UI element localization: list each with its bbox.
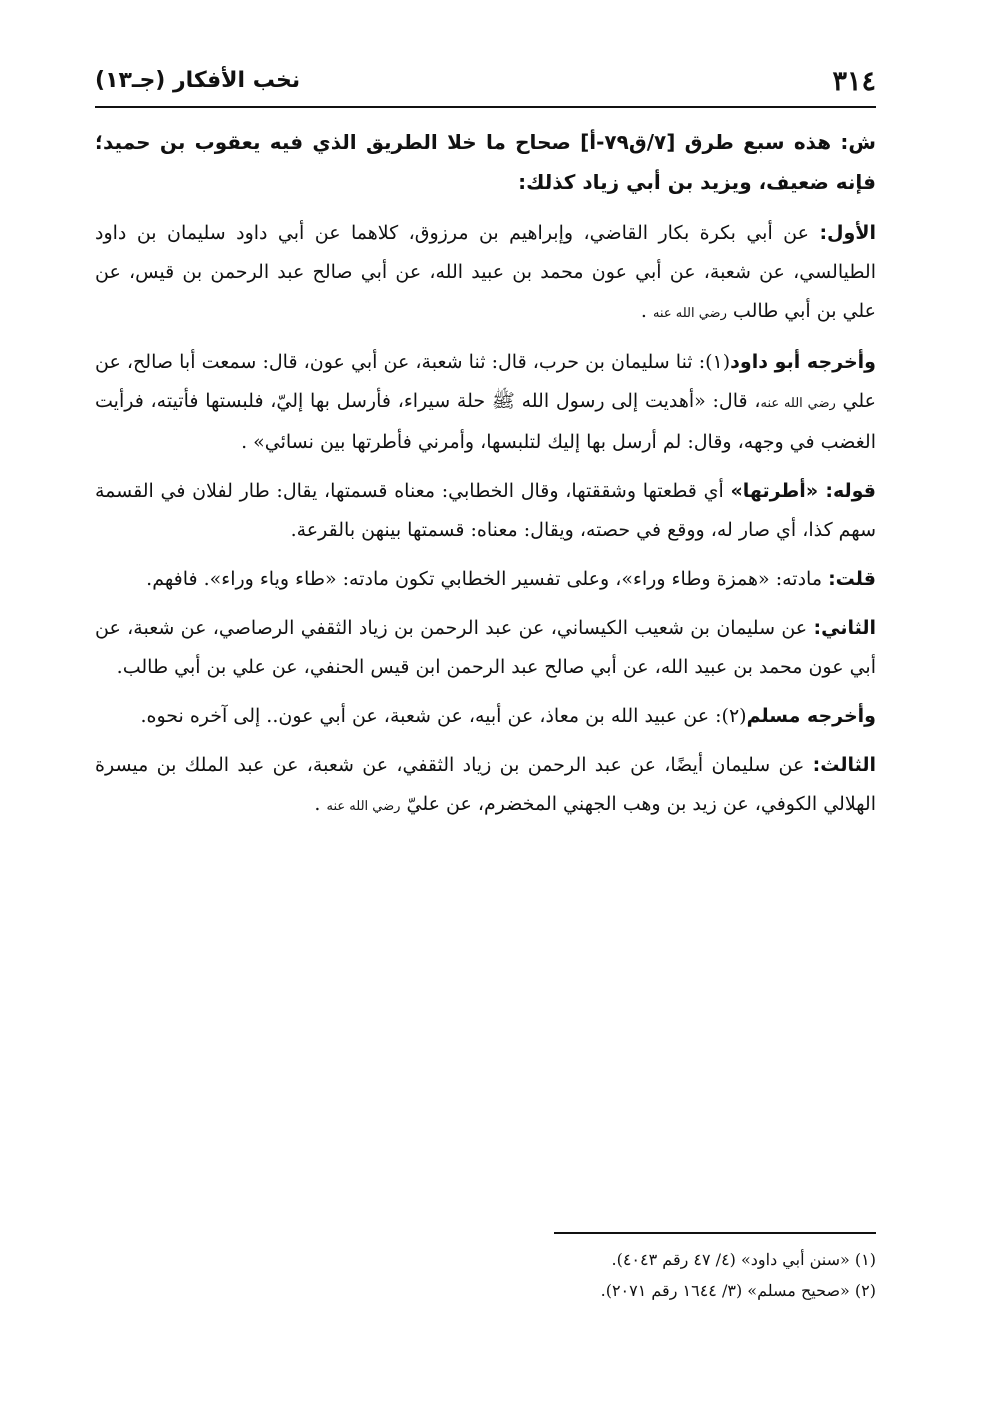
honorific-mark: رضي الله عنه <box>760 396 836 411</box>
paragraph-third-route <box>95 746 876 826</box>
paragraph-text: عن سليمان أيضًا، عن عبد الرحمن بن زياد الثقفي، عن شعبة، عن عبد الملك بن ميسرة الهلالي الكوفي، عن زيد بن وهب الجهني المخضرم، عن عليّ <box>95 754 876 815</box>
paragraph-text: عن أبي بكرة بكار القاضي، وإبراهيم بن مرزوق، كلاهما عن أبي داود سليمان بن داود الطيالسي، عن شعبة، عن أبي عون محمد بن عبيد الله، عن أبي صالح عبد الرحمن بن قيس، عن علي بن أبي طالب <box>95 222 876 322</box>
page-number: ٣١٤ <box>832 66 876 97</box>
paragraph-lead: وأخرجه أبو داود <box>730 351 876 373</box>
paragraph-lead: قلت: <box>828 568 876 590</box>
paragraph-lead: وأخرجه مسلم <box>746 705 876 727</box>
paragraph-tail: . <box>314 793 327 815</box>
paragraph-text: (١): ثنا سليمان بن حرب، قال: ثنا شعبة، عن أبي عون، قال: سمعت أبا صالح، عن علي <box>95 351 876 412</box>
page-header <box>95 62 876 108</box>
paragraph-first-route <box>95 214 876 333</box>
paragraph-second-route <box>95 609 876 687</box>
paragraph-text: عن سليمان بن شعيب الكيساني، عن عبد الرحمن بن زياد الثقفي الرصاصي، عن شعبة، عن أبي عون محمد بن عبيد الله، عن أبي صالح عبد الرحمن ابن قيس الحنفي، عن علي بن أبي طالب. <box>95 617 876 678</box>
paragraph-text: (٢): عن عبيد الله بن معاذ، عن أبيه، عن شعبة، عن أبي عون.. إلى آخره نحوه. <box>140 705 747 727</box>
honorific-mark: رضي الله عنه <box>326 799 401 814</box>
paragraph-note <box>95 560 876 599</box>
page-body <box>95 122 876 836</box>
running-title: نخب الأفكار (جـ١٣) <box>95 68 301 93</box>
honorific-mark: رضي الله عنه <box>652 306 727 321</box>
paragraph-text: أي قطعتها وشققتها، وقال الخطابي: معناه قسمتها، يقال: طار لفلان في القسمة سهم كذا، أي صار له، ووقع في حصته، ويقال: معناه: قسمتها بينهن بالقرعة. <box>95 480 876 541</box>
footnote-1: (١) «سنن أبي داود» (٤/ ٤٧ رقم ٤٠٤٣). <box>611 1250 876 1269</box>
paragraph-lead: الأول: <box>819 222 876 244</box>
opening-paragraph: ش: هذه سبع طرق [٧/ق٧٩-أ] صحاح ما خلا الطريق الذي فيه يعقوب بن حميد؛ فإنه ضعيف، ويزيد بن أبي زياد كذلك: <box>95 130 876 194</box>
paragraph-tail: ، قال: «أهديت إلى رسول الله ﷺ حلة سيراء، فأرسل بها إليّ، فلبستها فأتيته، فرأيت الغضب في وجهه، وقال: لم أرسل بها إليك لتلبسها، وأمرني فأطرتها بين نسائي» . <box>95 390 876 453</box>
paragraph-abu-dawud <box>95 343 876 462</box>
paragraph-lead: الثالث: <box>812 754 876 776</box>
paragraph-lead: قوله: «أطرتها» <box>730 480 877 502</box>
paragraph-lead: الثاني: <box>813 617 876 639</box>
footnote-separator <box>554 1232 876 1234</box>
paragraph-explanation <box>95 472 876 550</box>
paragraph-tail: . <box>640 300 653 322</box>
footnote-2: (٢) «صحيح مسلم» (٣/ ١٦٤٤ رقم ٢٠٧١). <box>600 1281 876 1300</box>
paragraph-text: مادته: «همزة وطاء وراء»، وعلى تفسير الخطابي تكون مادته: «طاء وياء وراء». فافهم. <box>146 568 829 590</box>
paragraph-muslim <box>95 697 876 736</box>
footnotes <box>95 1244 876 1306</box>
